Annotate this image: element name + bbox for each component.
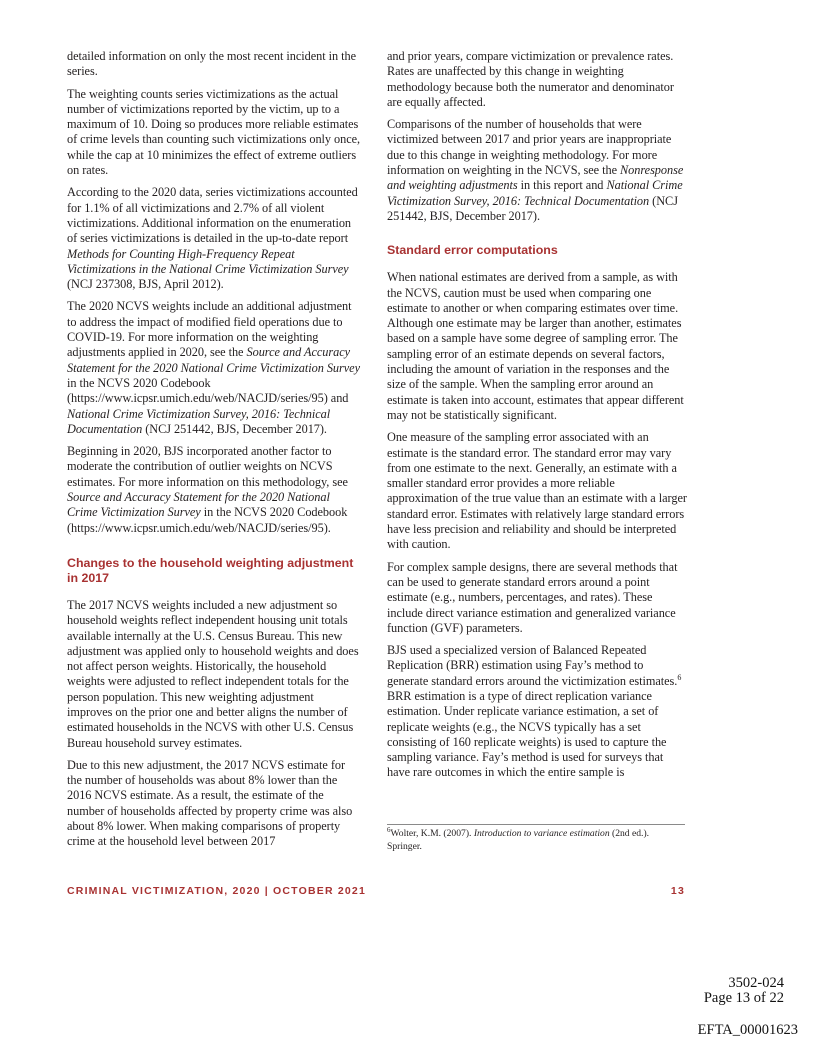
- paragraph: [387, 117, 687, 224]
- section-heading-standard-error: Standard error computations: [387, 243, 558, 258]
- report-title: Source and Accuracy Statement for the 2020 National Crime Victimization Survey: [67, 490, 330, 520]
- page-count-stamp: Page 13 of 22: [703, 990, 784, 1006]
- text: in the NCVS 2020 Codebook (https://www.icpsr.umich.edu/web/NACJD/series/95) and: [67, 375, 349, 406]
- footnote: [387, 827, 685, 853]
- paragraph: [67, 185, 361, 292]
- text: (NCJ 251442, BJS, December 2017).: [142, 421, 327, 436]
- footnote-divider: [387, 824, 685, 825]
- paragraph: detailed information on only the most recent incident in the series.: [67, 49, 356, 79]
- right-column: [387, 49, 687, 788]
- text: Wolter, K.M. (2007).: [390, 828, 474, 839]
- section-heading-household-weighting: Changes to the household weighting adjustment in 2017: [67, 555, 354, 585]
- left-column: [67, 49, 361, 857]
- footnote-reference[interactable]: 6: [677, 672, 682, 682]
- report-title: Source and Accuracy Statement for the 2020 National Crime Victimization Survey: [67, 345, 360, 375]
- footnote-mark: 6: [387, 825, 391, 834]
- text: BJS used a specialized version of Balanced Repeated Replication (BRR) estimation using Fay’s method to generate standard errors around the victimization estimates.: [387, 643, 678, 688]
- running-footer: [67, 885, 685, 897]
- text: in the NCVS 2020 Codebook (https://www.icpsr.umich.edu/web/NACJD/series/95).: [67, 505, 348, 535]
- text: (NCJ 237308, BJS, April 2012).: [67, 277, 224, 292]
- paragraph: The 2017 NCVS weights included a new adjustment so household weights reflect independent housing unit totals available internally at the U.S. Census Bureau. This new adjustment was applied only to household weights and does not affect person weights. Historically, the household weights were adjusted to reflect independent totals for the person population. This new weighting adjustment improves on the prior one and better aligns the number of estimated households in the NCVS with other U.S. Census Bureau household survey estimates.: [67, 597, 359, 750]
- text: BRR estimation is a type of direct replication variance estimation. Under replicate variance estimation, a set of replicate weights (e.g., the NCVS typically has a set consisting of 160 replicate weights) is used to capture the sampling variance. Fay’s method is used for surveys that have rare outcomes in which the entire sample is: [387, 688, 667, 780]
- text: in this report and: [517, 178, 607, 193]
- text: According to the 2020 data, series victimizations accounted for 1.1% of all victimizations and 2.7% of all violent victimizations. Additional information on the enumeration of series victimizations is detailed in the up-to-date report: [67, 185, 358, 246]
- bates-number-stamp: EFTA_00001623: [697, 1022, 798, 1038]
- paragraph: The weighting counts series victimizations as the actual number of victimizations reported by the victim, up to a maximum of 10. Doing so produces more reliable estimates of crime levels than counting such victimizations only once, while the cap at 10 minimizes the effect of extreme outliers on rates.: [67, 86, 361, 178]
- paragraph: One measure of the sampling error associated with an estimate is the standard error. The standard error may vary from one estimate to the next. Generally, an estimate with a smaller standard error provides a more reliable approximation of the true value than an estimate with a larger standard error. Estimates with relatively large standard errors have less precision and reliability and should be interpreted with caution.: [387, 430, 687, 552]
- paragraph: and prior years, compare victimization or prevalence rates. Rates are unaffected by this change in weighting methodology because both the numerator and denominator are equally affected.: [387, 49, 674, 109]
- paragraph: [387, 643, 687, 781]
- text: (2nd ed.). Springer.: [387, 828, 650, 852]
- page-number: 13: [670, 885, 685, 897]
- paragraph: When national estimates are derived from a sample, as with the NCVS, caution must be used when comparing one estimate to another or when comparing estimates over time. Although one estimate may be larger than another, estimates based on a sample have some degree of sampling error. The sampling error of an estimate depends on several factors, including the amount of variation in the responses and the size of the sample. When the sampling error around an estimate is taken into account, estimates that appear different may not be statistically significant.: [387, 270, 684, 422]
- running-title: CRIMINAL VICTIMIZATION, 2020 | OCTOBER 2021: [67, 885, 367, 897]
- paragraph: For complex sample designs, there are several methods that can be used to generate standard errors around a point estimate (e.g., numbers, percentages, and rates). These include direct variance estimation and generalized variance function (GVF) parameters.: [387, 559, 678, 635]
- paragraph: [67, 444, 361, 536]
- report-title: Methods for Counting High-Frequency Repeat Victimizations in the National Crime Victimization Survey: [67, 246, 349, 276]
- report-title: National Crime Victimization Survey, 2016: Technical Documentation: [387, 178, 683, 208]
- book-title: Introduction to variance estimation: [473, 828, 610, 839]
- text: The 2020 NCVS weights include an additional adjustment to address the impact of modified field operations due to COVID-19. For more information on the weighting adjustments applied in 2020, see the: [67, 299, 352, 360]
- case-number-stamp: 3502-024: [728, 975, 784, 991]
- report-title: National Crime Victimization Survey, 2016: Technical Documentation: [67, 406, 331, 436]
- paragraph: [67, 299, 361, 437]
- text: (NCJ 251442, BJS, December 2017).: [387, 193, 678, 223]
- paragraph: Due to this new adjustment, the 2017 NCVS estimate for the number of households was about 8% lower than the 2016 NCVS estimate. As a result, the estimate of the number of households affected by property crime was also about 8% lower. When making comparisons of property crime at the household level between 2017: [67, 757, 353, 849]
- text: Beginning in 2020, BJS incorporated another factor to moderate the contribution of outlier weights on NCVS estimates. For more information on this methodology, see: [67, 444, 348, 489]
- section-reference: Nonresponse and weighting adjustments: [387, 163, 684, 193]
- text: Comparisons of the number of households that were victimized between 2017 and prior years are inappropriate due to this change in weighting methodology. For more information on weighting in the NCVS, see the: [387, 117, 672, 178]
